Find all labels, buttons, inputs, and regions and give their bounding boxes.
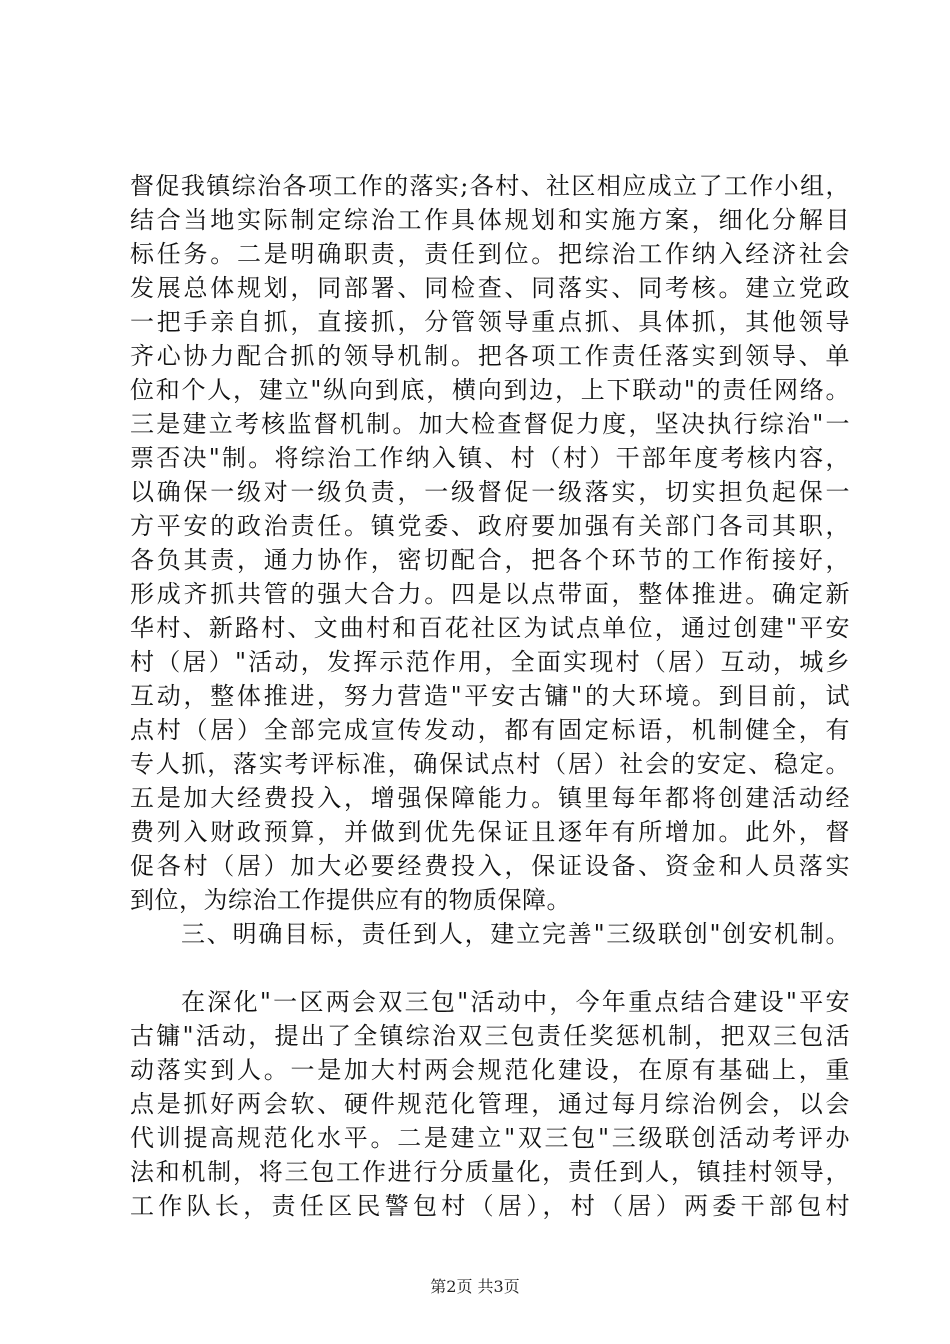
text-line: 以确保一级对一级负责，一级督促一级落实，切实担负起保一 xyxy=(130,478,850,506)
text-line: 费列入财政预算，并做到优先保证且逐年有所增加。此外，督 xyxy=(130,818,850,846)
text-line: 工作队长，责任区民警包村（居），村（居）两委干部包村 xyxy=(130,1192,850,1220)
text-line: 互动，整体推进，努力营造"平安古镛"的大环境。到目前，试 xyxy=(130,682,850,710)
text-line: 法和机制，将三包工作进行分质量化，责任到人，镇挂村领导， xyxy=(130,1158,850,1186)
text-line: 点是抓好两会软、硬件规范化管理，通过每月综治例会，以会 xyxy=(130,1090,850,1118)
text-line: 督促我镇综治各项工作的落实;各村、社区相应成立了工作小组， xyxy=(130,172,850,200)
text-line: 齐心协力配合抓的领导机制。把各项工作责任落实到领导、单 xyxy=(130,342,850,370)
text-line: 形成齐抓共管的强大合力。四是以点带面，整体推进。确定新 xyxy=(130,580,850,608)
text-line: 一把手亲自抓，直接抓，分管领导重点抓、具体抓，其他领导 xyxy=(130,308,850,336)
text-line: 专人抓，落实考评标准，确保试点村（居）社会的安定、稳定。 xyxy=(130,750,850,778)
text-line: 在深化"一区两会双三包"活动中，今年重点结合建设"平安 xyxy=(181,988,850,1016)
section-heading: 三、明确目标，责任到人，建立完善"三级联创"创安机制。 xyxy=(181,920,850,948)
text-line: 发展总体规划，同部署、同检查、同落实、同考核。建立党政 xyxy=(130,274,850,302)
text-line: 方平安的政治责任。镇党委、政府要加强有关部门各司其职， xyxy=(130,512,850,540)
text-line: 结合当地实际制定综治工作具体规划和实施方案，细化分解目 xyxy=(130,206,850,234)
text-line: 各负其责，通力协作，密切配合，把各个环节的工作衔接好， xyxy=(130,546,850,574)
text-line: 点村（居）全部完成宣传发动，都有固定标语，机制健全，有 xyxy=(130,716,850,744)
text-line: 村（居）"活动，发挥示范作用，全面实现村（居）互动，城乡 xyxy=(130,648,850,676)
text-line: 三是建立考核监督机制。加大检查督促力度，坚决执行综治"一 xyxy=(130,410,850,438)
text-line: 五是加大经费投入，增强保障能力。镇里每年都将创建活动经 xyxy=(130,784,850,812)
text-line: 古镛"活动，提出了全镇综治双三包责任奖惩机制，把双三包活 xyxy=(130,1022,850,1050)
text-line: 位和个人，建立"纵向到底，横向到边，上下联动"的责任网络。 xyxy=(130,376,850,404)
text-line: 促各村（居）加大必要经费投入，保证设备、资金和人员落实 xyxy=(130,852,850,880)
page-number-footer: 第2页 共3页 xyxy=(430,1277,520,1296)
text-line: 动落实到人。一是加大村两会规范化建设，在原有基础上，重 xyxy=(130,1056,850,1084)
text-line: 代训提高规范化水平。二是建立"双三包"三级联创活动考评办 xyxy=(130,1124,850,1152)
text-line: 到位，为综治工作提供应有的物质保障。 xyxy=(130,886,571,914)
text-line: 票否决"制。将综治工作纳入镇、村（村）干部年度考核内容， xyxy=(130,444,850,472)
text-line: 标任务。二是明确职责，责任到位。把综治工作纳入经济社会 xyxy=(130,240,850,268)
text-line: 华村、新路村、文曲村和百花社区为试点单位，通过创建"平安 xyxy=(130,614,850,642)
